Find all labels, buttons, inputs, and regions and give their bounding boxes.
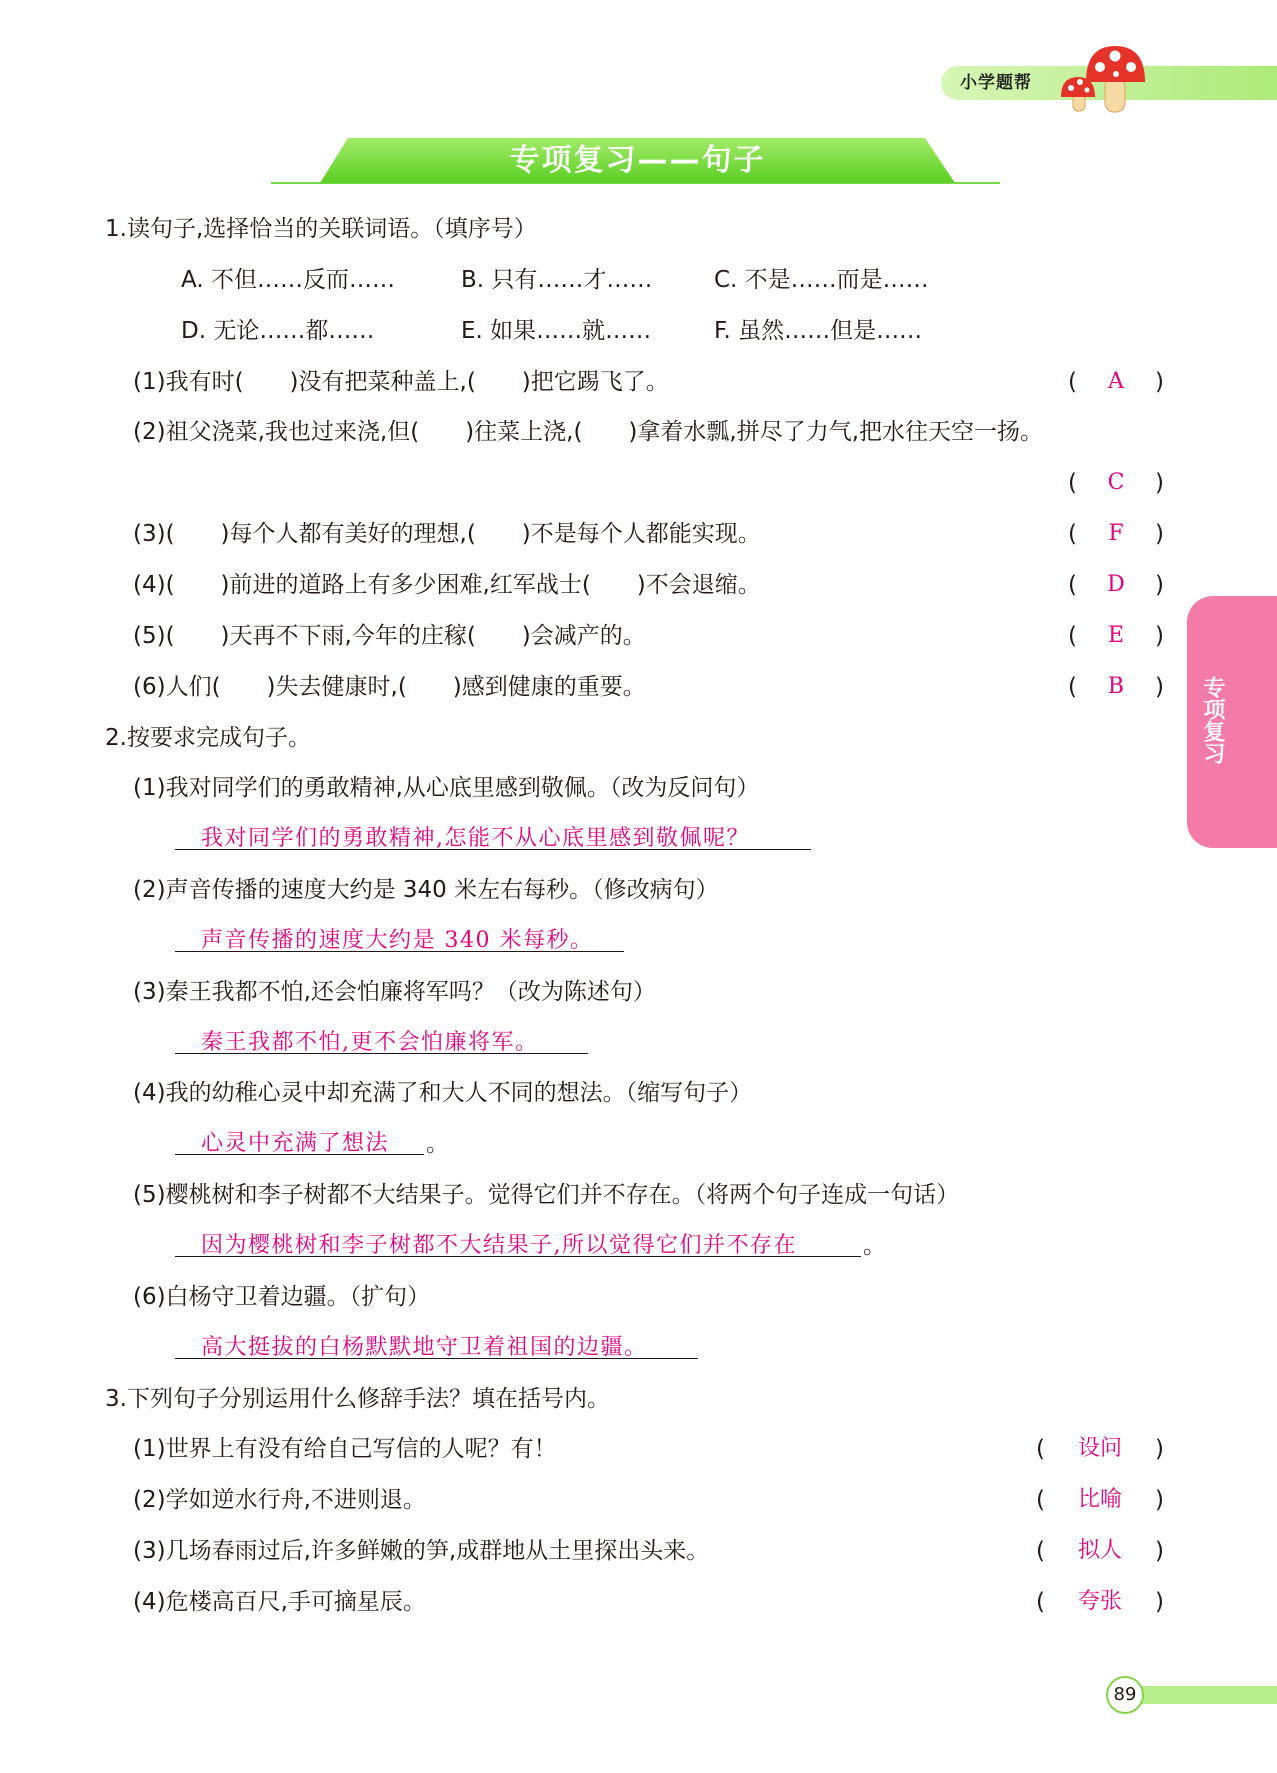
q1-answer-6 xyxy=(1068,672,1164,702)
answer-mark: 拟人 xyxy=(1077,1538,1122,1563)
q2-answer-4-period: 。 xyxy=(426,1131,449,1157)
large-mushroom xyxy=(1086,46,1145,112)
q1-item-1: (1)我有时( )没有把菜种盖上,( )把它踢飞了。 xyxy=(133,369,669,395)
q2-answer-1: 我对同学们的勇敢精神,怎能不从心底里感到敬佩呢？ xyxy=(175,824,811,850)
bracket-close: ) xyxy=(1155,470,1164,496)
bracket-open: ( xyxy=(1036,1538,1045,1564)
q2-item-2: (2)声音传播的速度大约是 340 米左右每秒。（修改病句） xyxy=(133,877,719,903)
bracket-open: ( xyxy=(1036,1487,1045,1513)
bracket-open: ( xyxy=(1036,1436,1045,1462)
bracket-close: ) xyxy=(1155,521,1164,547)
q1-option-d: D. 无论……都…… xyxy=(181,318,375,344)
q2-answer-3: 秦王我都不怕,更不会怕廉将军。 xyxy=(175,1028,588,1054)
q1-answer-3 xyxy=(1068,519,1164,549)
q2-item-5: (5)樱桃树和李子树都不大结果子。觉得它们并不存在。（将两个句子连成一句话） xyxy=(133,1182,960,1208)
q1-item-5: (5)( )天再不下雨,今年的庄稼( )会减产的。 xyxy=(133,623,646,649)
answer-mark: 比喻 xyxy=(1077,1487,1122,1512)
q2-item-1: (1)我对同学们的勇敢精神,从心底里感到敬佩。（改为反问句） xyxy=(133,775,760,801)
q3-answer-1 xyxy=(1036,1434,1164,1464)
bracket-open: ( xyxy=(1068,521,1077,547)
q2-item-3: (3)秦王我都不怕,还会怕廉将军吗？（改为陈述句） xyxy=(133,979,656,1005)
bracket-close: ) xyxy=(1155,623,1164,649)
mushroom-icon xyxy=(1055,40,1150,115)
q1-option-a: A. 不但……反而…… xyxy=(181,267,395,293)
q1-answer-4 xyxy=(1068,570,1164,600)
q1-option-f: F. 虽然……但是…… xyxy=(714,318,923,344)
q1-item-2: (2)祖父浇菜,我也过来浇,但( )往菜上浇,( )拿着水瓢,拼尽了力气,把水往天空一扬。 xyxy=(133,419,1044,445)
answer-mark: A xyxy=(1108,369,1124,394)
q1-option-b: B. 只有……才…… xyxy=(461,267,653,293)
bracket-open: ( xyxy=(1036,1589,1045,1615)
bracket-close: ) xyxy=(1155,1436,1164,1462)
brand-label: 小学题帮 xyxy=(960,73,1032,93)
bracket-close: ) xyxy=(1155,674,1164,700)
q1-item-4: (4)( )前进的道路上有多少困难,红军战士( )不会退缩。 xyxy=(133,572,761,598)
answer-mark: C xyxy=(1107,470,1125,495)
page-number: 89 xyxy=(1106,1676,1144,1714)
q3-answer-4 xyxy=(1036,1587,1164,1617)
bracket-close: ) xyxy=(1155,369,1164,395)
answer-mark: B xyxy=(1107,674,1125,699)
q1-prompt: 1.读句子,选择恰当的关联词语。（填序号） xyxy=(105,216,537,242)
q3-answer-2 xyxy=(1036,1485,1164,1515)
q3-item-1: (1)世界上有没有给自己写信的人呢？有！ xyxy=(133,1436,557,1462)
small-mushroom xyxy=(1061,77,1095,111)
q3-item-2: (2)学如逆水行舟,不进则退。 xyxy=(133,1487,426,1513)
q1-option-e: E. 如果……就…… xyxy=(461,318,652,344)
q1-answer-2 xyxy=(1068,468,1164,498)
answer-mark: E xyxy=(1107,623,1125,648)
q3-item-4: (4)危楼高百尺,手可摘星辰。 xyxy=(133,1589,426,1615)
bracket-close: ) xyxy=(1155,1589,1164,1615)
q3-answer-3 xyxy=(1036,1536,1164,1566)
q2-prompt: 2.按要求完成句子。 xyxy=(105,725,311,751)
q2-item-4: (4)我的幼稚心灵中却充满了和大人不同的想法。（缩写句子） xyxy=(133,1080,753,1106)
page-number-bar xyxy=(1141,1686,1277,1704)
answer-mark: 夸张 xyxy=(1077,1589,1122,1614)
bracket-open: ( xyxy=(1068,623,1077,649)
answer-mark: D xyxy=(1107,572,1125,597)
q2-item-6: (6)白杨守卫着边疆。（扩句） xyxy=(133,1284,431,1310)
q1-option-c: C. 不是……而是…… xyxy=(714,267,929,293)
q1-answer-5 xyxy=(1068,621,1164,651)
bracket-close: ) xyxy=(1155,1487,1164,1513)
q2-answer-5: 因为樱桃树和李子树都不大结果子,所以觉得它们并不存在 xyxy=(175,1231,861,1257)
q2-answer-6: 高大挺拔的白杨默默地守卫着祖国的边疆。 xyxy=(175,1333,698,1359)
q3-prompt: 3.下列句子分别运用什么修辞手法？填在括号内。 xyxy=(105,1386,610,1412)
q2-answer-2: 声音传播的速度大约是 340 米每秒。 xyxy=(175,926,624,952)
bracket-open: ( xyxy=(1068,674,1077,700)
q1-answer-1 xyxy=(1068,367,1164,397)
bracket-close: ) xyxy=(1155,572,1164,598)
answer-mark: 设问 xyxy=(1077,1436,1122,1461)
bracket-open: ( xyxy=(1068,369,1077,395)
bracket-open: ( xyxy=(1068,572,1077,598)
q1-item-6: (6)人们( )失去健康时,( )感到健康的重要。 xyxy=(133,674,646,700)
q1-item-3: (3)( )每个人都有美好的理想,( )不是每个人都能实现。 xyxy=(133,521,761,547)
answer-mark: F xyxy=(1108,521,1124,546)
q3-item-3: (3)几场春雨过后,许多鲜嫩的笋,成群地从土里探出头来。 xyxy=(133,1538,710,1564)
bracket-close: ) xyxy=(1155,1538,1164,1564)
bracket-open: ( xyxy=(1068,470,1077,496)
side-tab-label: 专项复习 xyxy=(1200,676,1225,764)
q2-answer-4: 心灵中充满了想法 xyxy=(175,1129,424,1155)
page-title: 专项复习——句子 xyxy=(509,143,766,178)
q2-answer-5-period: 。 xyxy=(863,1233,886,1259)
